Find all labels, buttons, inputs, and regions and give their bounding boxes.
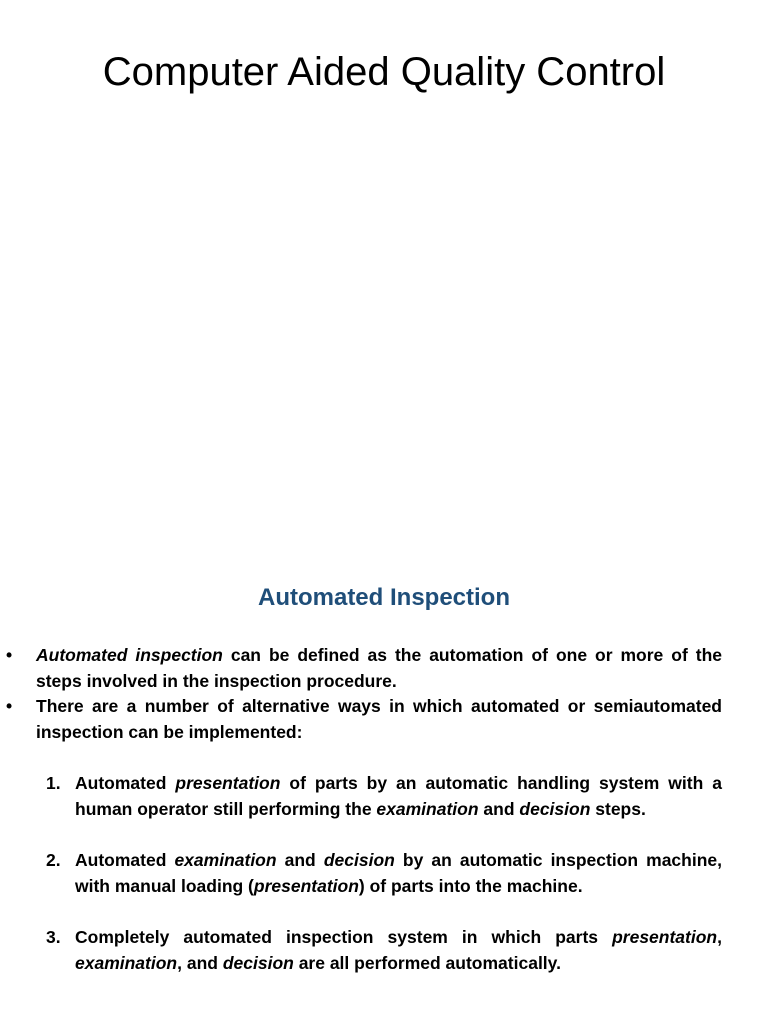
- numbered-item: [0, 848, 722, 899]
- numbered-item: [0, 925, 722, 976]
- item-text: and: [478, 798, 520, 819]
- emphasized-text: presentation: [612, 927, 718, 947]
- item-text: ,: [717, 927, 722, 947]
- numbered-item-marker: 2.: [46, 850, 61, 870]
- item-text: and: [276, 850, 324, 870]
- section-heading: Automated Inspection: [257, 584, 510, 611]
- item-text: ) of parts into the machine.: [358, 875, 583, 896]
- item-text: Automated: [75, 773, 176, 793]
- emphasized-text: decision: [222, 952, 294, 973]
- item-text: Completely automated inspection system in which parts: [75, 927, 613, 947]
- emphasized-text: examination: [174, 850, 277, 870]
- item-text: of parts by an automatic handling system with a human operator still performing the: [75, 773, 722, 819]
- item-text: , and: [177, 952, 223, 973]
- emphasized-text: decision: [519, 798, 591, 819]
- emphasized-text: examination: [75, 952, 178, 973]
- item-text: steps.: [590, 798, 646, 819]
- numbered-item: [0, 771, 722, 822]
- bullet-item-marker: •: [6, 696, 13, 716]
- numbered-list: [0, 771, 768, 976]
- item-text: There are a number of alternative ways in which automated or semiautomated inspection can be implemented:: [36, 696, 722, 742]
- numbered-item-marker: 3.: [46, 927, 61, 947]
- bullet-item: [0, 643, 722, 694]
- slide-body: [0, 643, 768, 1002]
- emphasized-text: examination: [376, 798, 479, 819]
- item-text: can be defined as the automation of one or more of the steps involved in the inspection procedure.: [36, 645, 722, 691]
- bullet-list: [0, 643, 768, 745]
- bullet-item: [0, 694, 722, 745]
- emphasized-text: Automated inspection: [36, 645, 223, 665]
- item-text: are all performed automatically.: [293, 952, 561, 973]
- numbered-item-marker: 1.: [46, 773, 61, 793]
- emphasized-text: presentation: [175, 773, 281, 793]
- bullet-item-marker: •: [6, 645, 13, 665]
- emphasized-text: decision: [323, 850, 395, 870]
- item-text: by an automatic inspection machine, with manual loading (: [75, 850, 723, 896]
- emphasized-text: presentation: [253, 875, 359, 896]
- page-title: Computer Aided Quality Control: [102, 50, 666, 94]
- item-text: Automated: [75, 850, 175, 870]
